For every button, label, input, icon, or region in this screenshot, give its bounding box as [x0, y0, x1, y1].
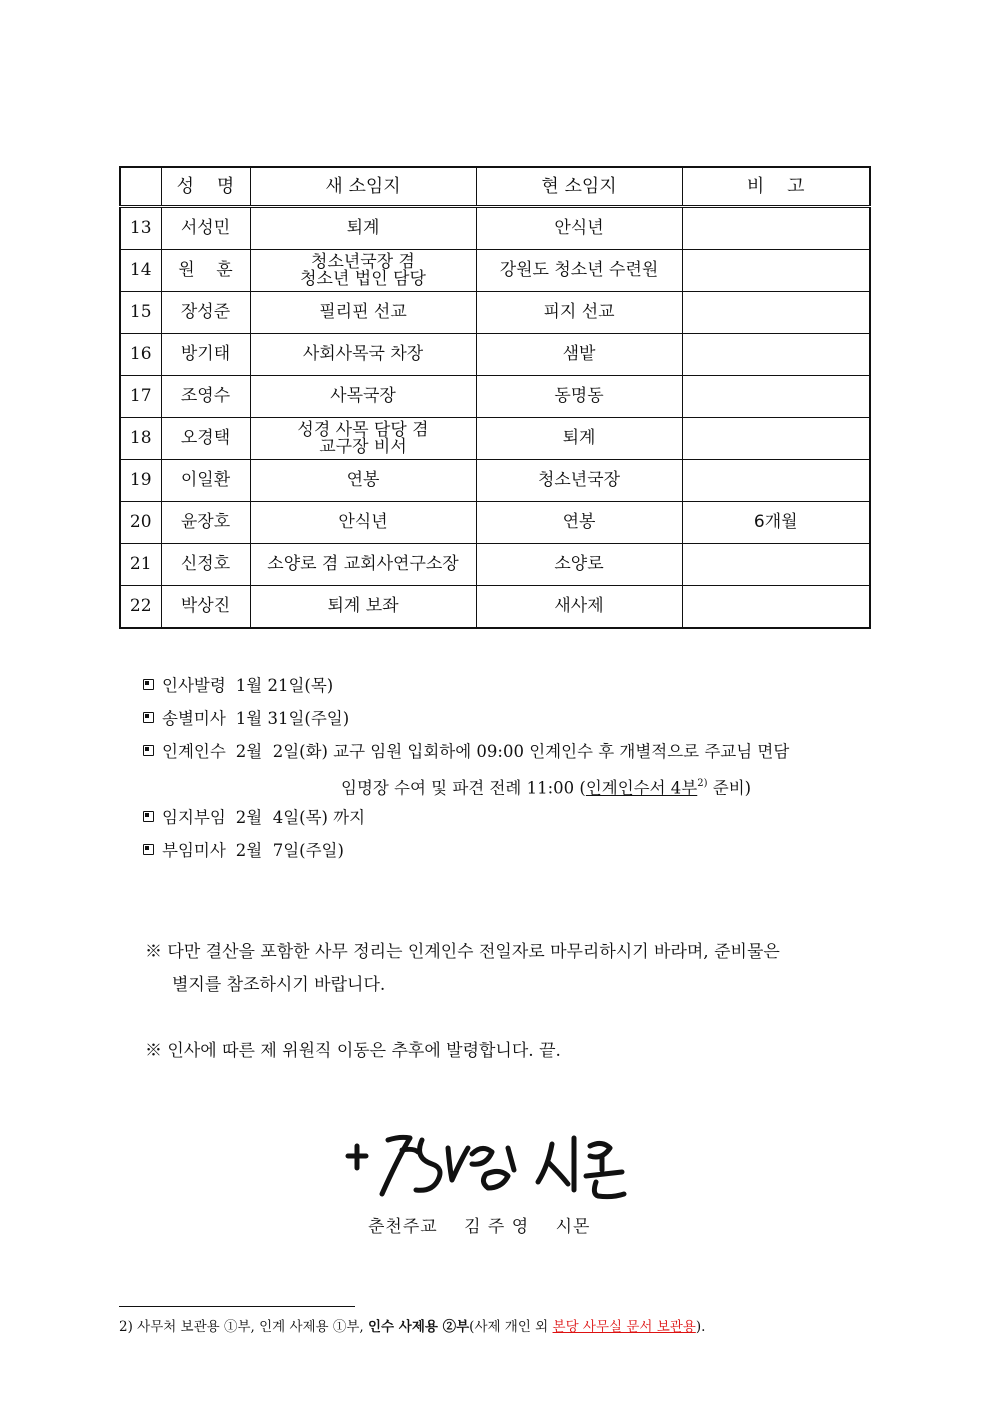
continuation-text: 임명장 수여 및 파견 전례 11:00 (: [341, 778, 586, 798]
new-post: [250, 418, 476, 460]
row-number: 13: [120, 207, 161, 250]
personnel-table: [119, 166, 871, 629]
bullet-icon: [143, 745, 154, 756]
footnote-divider: [119, 1306, 355, 1307]
schedule-item: [143, 707, 883, 740]
new-post-line: 필리핀 선교: [319, 302, 407, 322]
note-cell: [682, 376, 870, 418]
note-cell: [682, 250, 870, 292]
new-post: [250, 502, 476, 544]
schedule-label: 부임미사: [162, 841, 226, 860]
new-post: [250, 207, 476, 250]
notes-section: [145, 936, 885, 1068]
handwritten-signature: [340, 1118, 640, 1212]
note-cell: [682, 418, 870, 460]
schedule-item: [143, 806, 883, 839]
current-post: 소양로: [476, 544, 682, 586]
row-number: 20: [120, 502, 161, 544]
header-current-post: 현 소임지: [476, 167, 682, 207]
footnote: [119, 1315, 705, 1335]
schedule-label: 송별미사: [162, 709, 226, 728]
new-post-line: 성경 사목 담당 겸: [297, 419, 429, 440]
table-header-row: [120, 167, 870, 207]
note-cell: [682, 544, 870, 586]
note-cell: [682, 292, 870, 334]
person-name: 오경택: [161, 418, 250, 460]
current-post: 연봉: [476, 502, 682, 544]
current-post: 청소년국장: [476, 460, 682, 502]
current-post: 샘밭: [476, 334, 682, 376]
continuation-end: 준비): [707, 778, 752, 798]
schedule-list: [143, 674, 883, 872]
note-settlement-continued: 별지를 참조하시기 바랍니다.: [172, 975, 386, 995]
row-number: 21: [120, 544, 161, 586]
new-post-line: 교구장 비서: [319, 436, 407, 457]
person-name: 조영수: [161, 376, 250, 418]
schedule-label: 임지부임: [162, 808, 226, 827]
bullet-icon: [143, 679, 154, 690]
row-number: 17: [120, 376, 161, 418]
schedule-item: [143, 740, 883, 773]
footnote-part3: ).: [695, 1319, 706, 1335]
person-name: 방기태: [161, 334, 250, 376]
note-cell: 6개월: [682, 502, 870, 544]
person-name: 윤장호: [161, 502, 250, 544]
row-number: 18: [120, 418, 161, 460]
schedule-continuation: [143, 773, 883, 806]
handover-docs-underlined: 인계인수서 4부: [585, 778, 698, 798]
note-committee: ※ 인사에 따른 제 위원직 이동은 추후에 발령합니다. 끝.: [145, 1041, 561, 1061]
table-row: [120, 334, 870, 376]
bullet-icon: [143, 844, 154, 855]
new-post-line: 사회사목국 차장: [302, 344, 424, 364]
bishop-name: 김 주 영: [464, 1217, 530, 1237]
schedule-text: 2월 2일(화) 교구 임원 입회하에 09:00 인계인수 후 개별적으로 주교님 면담: [235, 742, 790, 761]
schedule-label: 인사발령: [162, 676, 226, 695]
table-row: [120, 292, 870, 334]
note-settlement: ※ 다만 결산을 포함한 사무 정리는 인계인수 전일자로 마무리하시기 바라며, 준비물은: [145, 942, 780, 962]
current-post: 퇴계: [476, 418, 682, 460]
schedule-text: 2월 4일(목) 까지: [235, 808, 366, 827]
note-cell: [682, 334, 870, 376]
table-row: [120, 376, 870, 418]
schedule-item: [143, 839, 883, 872]
person-name: 신정호: [161, 544, 250, 586]
bishop-baptismal-name: 시몬: [555, 1217, 591, 1237]
current-post: 안식년: [476, 207, 682, 250]
footnote-ref: 2): [697, 778, 708, 789]
person-name: 원 훈: [161, 250, 250, 292]
header-new-post: 새 소임지: [250, 167, 476, 207]
person-name: 서성민: [161, 207, 250, 250]
schedule-text: 1월 21일(목): [235, 676, 334, 695]
footnote-bold: 인수 사제용 ②부: [368, 1319, 470, 1335]
new-post-line: 퇴계 보좌: [327, 596, 399, 616]
schedule-label: 인계인수: [162, 742, 226, 761]
new-post: [250, 544, 476, 586]
footnote-part1: 2) 사무처 보관용 ①부, 인계 사제용 ①부,: [119, 1319, 369, 1335]
schedule-item: [143, 674, 883, 707]
current-post: 강원도 청소년 수련원: [476, 250, 682, 292]
bullet-icon: [143, 712, 154, 723]
footnote-red-underlined: 본당 사무실 문서 보관용: [552, 1319, 696, 1335]
footnote-part2: (사제 개인 외: [469, 1319, 553, 1335]
header-note: 비 고: [682, 167, 870, 207]
header-number: [120, 167, 161, 207]
header-name: 성 명: [161, 167, 250, 207]
schedule-text: 2월 7일(주일): [235, 841, 344, 860]
table-row: [120, 250, 870, 292]
row-number: 22: [120, 586, 161, 629]
new-post-line: 소양로 겸 교회사연구소장: [267, 554, 459, 574]
row-number: 16: [120, 334, 161, 376]
note-cell: [682, 586, 870, 629]
person-name: 박상진: [161, 586, 250, 629]
new-post: [250, 586, 476, 629]
person-name: 이일환: [161, 460, 250, 502]
new-post: [250, 292, 476, 334]
schedule-text: 1월 31일(주일): [235, 709, 350, 728]
new-post-line: 청소년국장 겸: [311, 251, 415, 272]
new-post: [250, 334, 476, 376]
person-name: 장성준: [161, 292, 250, 334]
table-row: [120, 544, 870, 586]
new-post: [250, 250, 476, 292]
table-row: [120, 502, 870, 544]
bullet-icon: [143, 811, 154, 822]
table-row: [120, 460, 870, 502]
new-post-line: 퇴계: [346, 218, 380, 238]
note-cell: [682, 207, 870, 250]
bishop-title: 춘천주교: [368, 1217, 438, 1237]
table-row: [120, 418, 870, 460]
new-post-line: 연봉: [346, 470, 380, 490]
current-post: 피지 선교: [476, 292, 682, 334]
new-post-line: 사목국장: [330, 386, 396, 406]
current-post: 새사제: [476, 586, 682, 629]
new-post: [250, 376, 476, 418]
table-row: [120, 207, 870, 250]
new-post-line: 안식년: [338, 512, 388, 532]
note-cell: [682, 460, 870, 502]
current-post: 동명동: [476, 376, 682, 418]
new-post: [250, 460, 476, 502]
signature-icon: [340, 1118, 640, 1208]
row-number: 14: [120, 250, 161, 292]
signature-caption: [368, 1212, 610, 1237]
row-number: 19: [120, 460, 161, 502]
new-post-line: 청소년 법인 담당: [300, 268, 426, 289]
table-row: [120, 586, 870, 629]
row-number: 15: [120, 292, 161, 334]
